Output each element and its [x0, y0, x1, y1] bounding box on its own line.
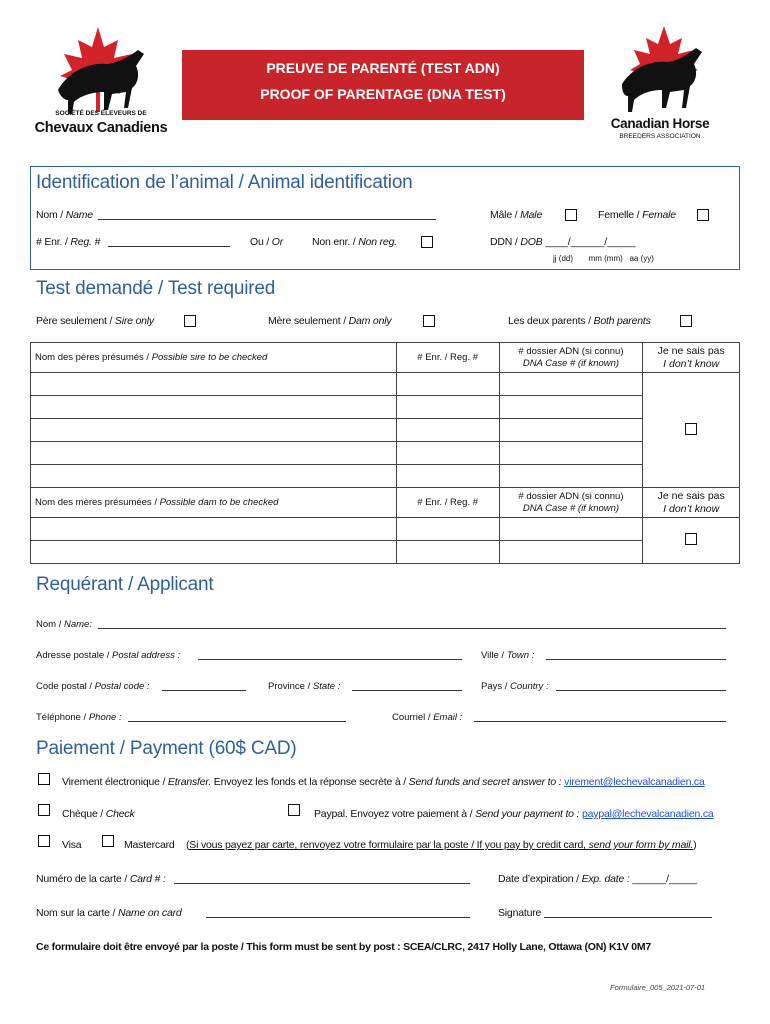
town-label: Ville / Town : — [481, 650, 535, 661]
card-name-label: Nom sur la carte / Name on card — [36, 907, 182, 919]
sire-header: Nom des pères présumés / Possible sire to be checked — [31, 343, 397, 373]
email-label: Courriel / Email : — [392, 712, 463, 723]
dam-dont-know-checkbox[interactable] — [685, 533, 697, 545]
logo-right-subtitle: BREEDERS ASSOCIATION — [619, 133, 701, 140]
or-label: Ou / Or — [250, 236, 284, 248]
town-field[interactable] — [546, 659, 726, 660]
card-number-label: Numéro de la carte / Card # : — [36, 873, 166, 885]
paypal-checkbox[interactable] — [288, 804, 300, 816]
card-name-field[interactable] — [206, 917, 470, 918]
dam-header: Nom des mères présumées / Possible dam to be checked — [31, 488, 397, 518]
right-logo — [600, 22, 720, 144]
address-field[interactable] — [198, 659, 462, 660]
etransfer-label: Virement électronique / Etransfer. Envoyez les fonds et la réponse secrète à / Send funds and secret answer to : virement@lechevalcanadien.ca — [62, 776, 705, 788]
dob-hint: jj (dd) mm (mm) aa (yy) — [553, 254, 654, 263]
payment-title: Paiement / Payment (60$ CAD) — [36, 738, 297, 759]
postal-field[interactable] — [162, 690, 246, 691]
card-mail-note: (Si vous payez par carte, renvoyez votre formulaire par la poste / If you pay by credit card, send your form by mail.) — [186, 839, 697, 851]
male-label: Mâle / Male — [490, 209, 543, 221]
card-number-field[interactable] — [174, 883, 470, 884]
etransfer-email-link[interactable]: virement@lechevalcanadien.ca — [564, 776, 705, 788]
reg-label: # Enr. / Reg. # — [36, 236, 101, 248]
applicant-title: Requérant / Applicant — [36, 574, 214, 595]
sire-only-label: Père seulement / Sire only — [36, 315, 154, 327]
female-checkbox[interactable] — [697, 209, 709, 221]
country-field[interactable] — [556, 690, 726, 691]
dam-table — [30, 487, 740, 564]
mastercard-label: Mastercard — [124, 839, 175, 851]
sire-dna-header: # dossier ADN (si connu) DNA Case # (if known) — [499, 343, 643, 373]
table-row[interactable] — [31, 419, 740, 442]
dam-dont-know-cell — [643, 518, 740, 564]
table-row[interactable] — [31, 465, 740, 488]
table-row[interactable] — [31, 373, 740, 396]
sire-dont-know-header: Je ne sais pas I don’t know — [643, 343, 740, 373]
sire-only-checkbox[interactable] — [184, 315, 196, 327]
phone-label: Téléphone / Phone : — [36, 712, 122, 723]
phone-field[interactable] — [128, 721, 346, 722]
header-title-en: PROOF OF PARENTAGE (DNA TEST) — [260, 86, 506, 102]
both-label: Les deux parents / Both parents — [508, 315, 651, 327]
logo-right-title: Canadian Horse — [610, 116, 710, 131]
postal-label: Code postal / Postal code : — [36, 681, 150, 692]
reg-field[interactable] — [108, 246, 230, 247]
applicant-name-label: Nom / Name: — [36, 619, 92, 630]
table-row[interactable] — [31, 442, 740, 465]
animal-name-label: Nom / Name — [36, 209, 93, 221]
logo-left-title: Chevaux Canadiens — [34, 120, 168, 136]
maple-horse-logo-icon — [28, 22, 168, 122]
dam-only-label: Mère seulement / Dam only — [268, 315, 392, 327]
province-field[interactable] — [352, 690, 462, 691]
dam-only-checkbox[interactable] — [423, 315, 435, 327]
dam-reg-header: # Enr. / Reg. # — [396, 488, 499, 518]
female-label: Femelle / Female — [598, 209, 676, 221]
dob-label: DDN / DOB ____/______/_____ — [490, 236, 636, 248]
left-logo — [28, 22, 168, 142]
animal-name-field[interactable] — [98, 219, 436, 220]
signature-label: Signature — [498, 907, 542, 919]
expiry-label: Date d’expiration / Exp. date : ______/_____ — [498, 873, 698, 885]
table-row[interactable] — [31, 518, 740, 541]
etransfer-checkbox[interactable] — [38, 773, 50, 785]
sire-table — [30, 342, 740, 488]
mastercard-checkbox[interactable] — [102, 835, 114, 847]
both-checkbox[interactable] — [680, 315, 692, 327]
logo-left-subtitle: SOCIÉTÉ DES ÉLEVEURS DE — [55, 110, 147, 117]
test-title: Test demandé / Test required — [36, 278, 276, 299]
mail-note: Ce formulaire doit être envoyé par la poste / This form must be sent by post : SCEA/CLRC, 2417 Holly Lane, Ottawa (ON) K1V 0M7 — [36, 941, 651, 953]
province-label: Province / State : — [268, 681, 341, 692]
sire-dont-know-cell — [643, 373, 740, 488]
paypal-label: Paypal. Envoyez votre paiement à / Send your payment to : paypal@lechevalcanadien.ca — [314, 808, 714, 820]
signature-field[interactable] — [544, 917, 712, 918]
cheque-label: Chèque / Check — [62, 808, 135, 820]
header-title-fr: PREUVE DE PARENTÉ (TEST ADN) — [266, 60, 500, 76]
email-field[interactable] — [474, 721, 726, 722]
table-row[interactable] — [31, 396, 740, 419]
cheque-checkbox[interactable] — [38, 804, 50, 816]
visa-label: Visa — [62, 839, 82, 851]
dam-dna-header: # dossier ADN (si connu) DNA Case # (if known) — [499, 488, 643, 518]
nonreg-label: Non enr. / Non reg. — [312, 236, 397, 248]
header-title-box — [182, 50, 584, 120]
animal-id-title: Identification de l’animal / Animal identification — [36, 172, 413, 193]
address-label: Adresse postale / Postal address : — [36, 650, 181, 661]
paypal-email-link[interactable]: paypal@lechevalcanadien.ca — [581, 808, 714, 820]
country-label: Pays / Country : — [481, 681, 549, 692]
applicant-name-field[interactable] — [98, 628, 726, 629]
sire-dont-know-checkbox[interactable] — [685, 423, 697, 435]
nonreg-checkbox[interactable] — [421, 236, 433, 248]
dam-dont-know-header: Je ne sais pas I don’t know — [643, 488, 740, 518]
table-row[interactable] — [31, 541, 740, 564]
maple-horse-logo-right-icon — [600, 22, 720, 118]
male-checkbox[interactable] — [565, 209, 577, 221]
sire-reg-header: # Enr. / Reg. # — [396, 343, 499, 373]
visa-checkbox[interactable] — [38, 835, 50, 847]
form-id: Formulaire_005_2021-07-01 — [610, 983, 706, 992]
